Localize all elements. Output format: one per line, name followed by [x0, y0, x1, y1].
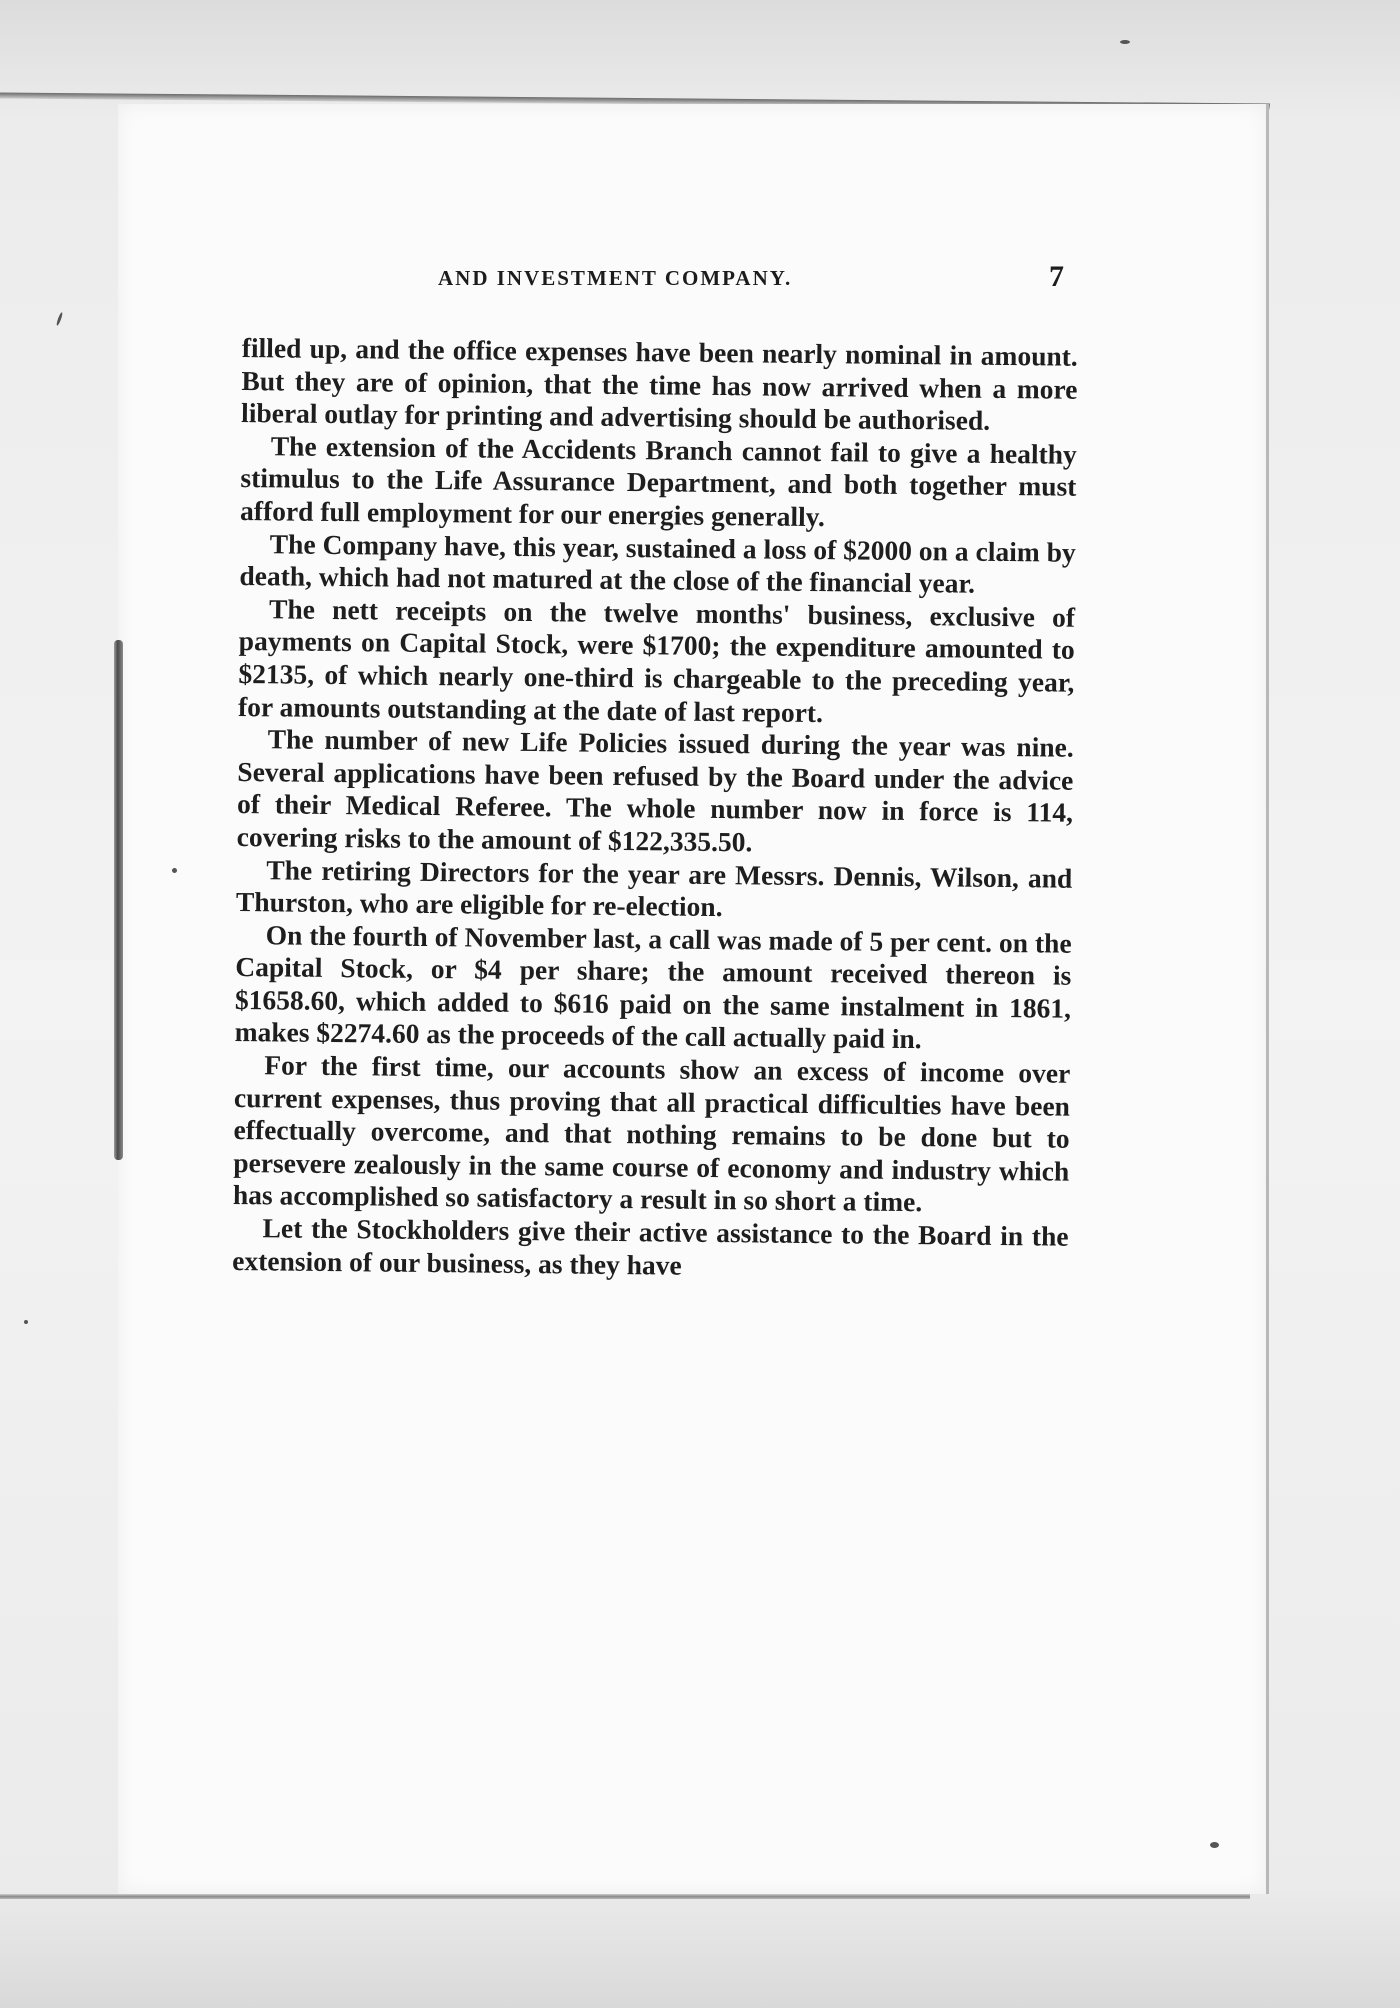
- scan-speck: [56, 312, 64, 326]
- scan-speck: [24, 1320, 28, 1324]
- scan-speck: [1210, 1842, 1219, 1848]
- scan-speck: [1120, 40, 1130, 44]
- paragraph-directors: The retiring Directors for the year are Messrs. Dennis, Wilson, and Thurston, who are eligible for re-election.: [235, 853, 1073, 923]
- paragraph-office-expenses: filled up, and the office expenses have been nearly nominal in amount. But they are of opinion, that the time has now arrived when a more liberal outlay for printing and advertising should be authorised.: [240, 332, 1078, 437]
- paragraph-capital-call: On the fourth of November last, a call was made of 5 per cent. on the Capital Stock, or $4 per share; the amount received thereon is $1658.60, which added to $616 paid on the same instalment in 1861, makes $2274.60 as the proceeds of the call actually paid in.: [234, 918, 1072, 1055]
- running-head: AND INVESTMENT COMPANY.: [438, 266, 793, 290]
- paragraph-receipts: The nett receipts on the twelve months' business, exclusive of payments on Capital Stock, were $1700; the expenditure amounted to $2135, of which nearly one-third is chargeable to the preceding year, for amounts outstanding at the date of last report.: [237, 593, 1076, 728]
- bottom-page-edge: [0, 1894, 1250, 1899]
- body-text: [232, 332, 1078, 1286]
- scan-speck: [172, 868, 177, 873]
- paragraph-accounts: For the first time, our accounts show an excess of income over current expenses, thus proving that all practical difficulties have been effectually overcome, and that nothing remains to be done but to persevere zealously in the same course of economy and industry which has accomplished so satisfactory a result in so short a time.: [232, 1049, 1071, 1218]
- paragraph-stockholders: Let the Stockholders give their active assistance to the Board in the extension of our business, as they have: [232, 1212, 1069, 1281]
- paragraph-policies: The number of new Life Policies issued during the year was nine. Several applications have been refused by the Board under the advice of their Medical Referee. The whole number now in force is 114, covering risks to the amount of $122,335.50.: [236, 723, 1074, 858]
- paragraph-loss: The Company have, this year, sustained a loss of $2000 on a claim by death, which had not matured at the close of the financial year.: [239, 527, 1076, 599]
- page-number: 7: [1049, 260, 1064, 293]
- paragraph-accidents-branch: The extension of the Accidents Branch cannot fail to give a healthy stimulus to the Life Assurance Department, and both together must afford full employment for our energies generally.: [239, 430, 1077, 533]
- binding-mark: [114, 640, 123, 1160]
